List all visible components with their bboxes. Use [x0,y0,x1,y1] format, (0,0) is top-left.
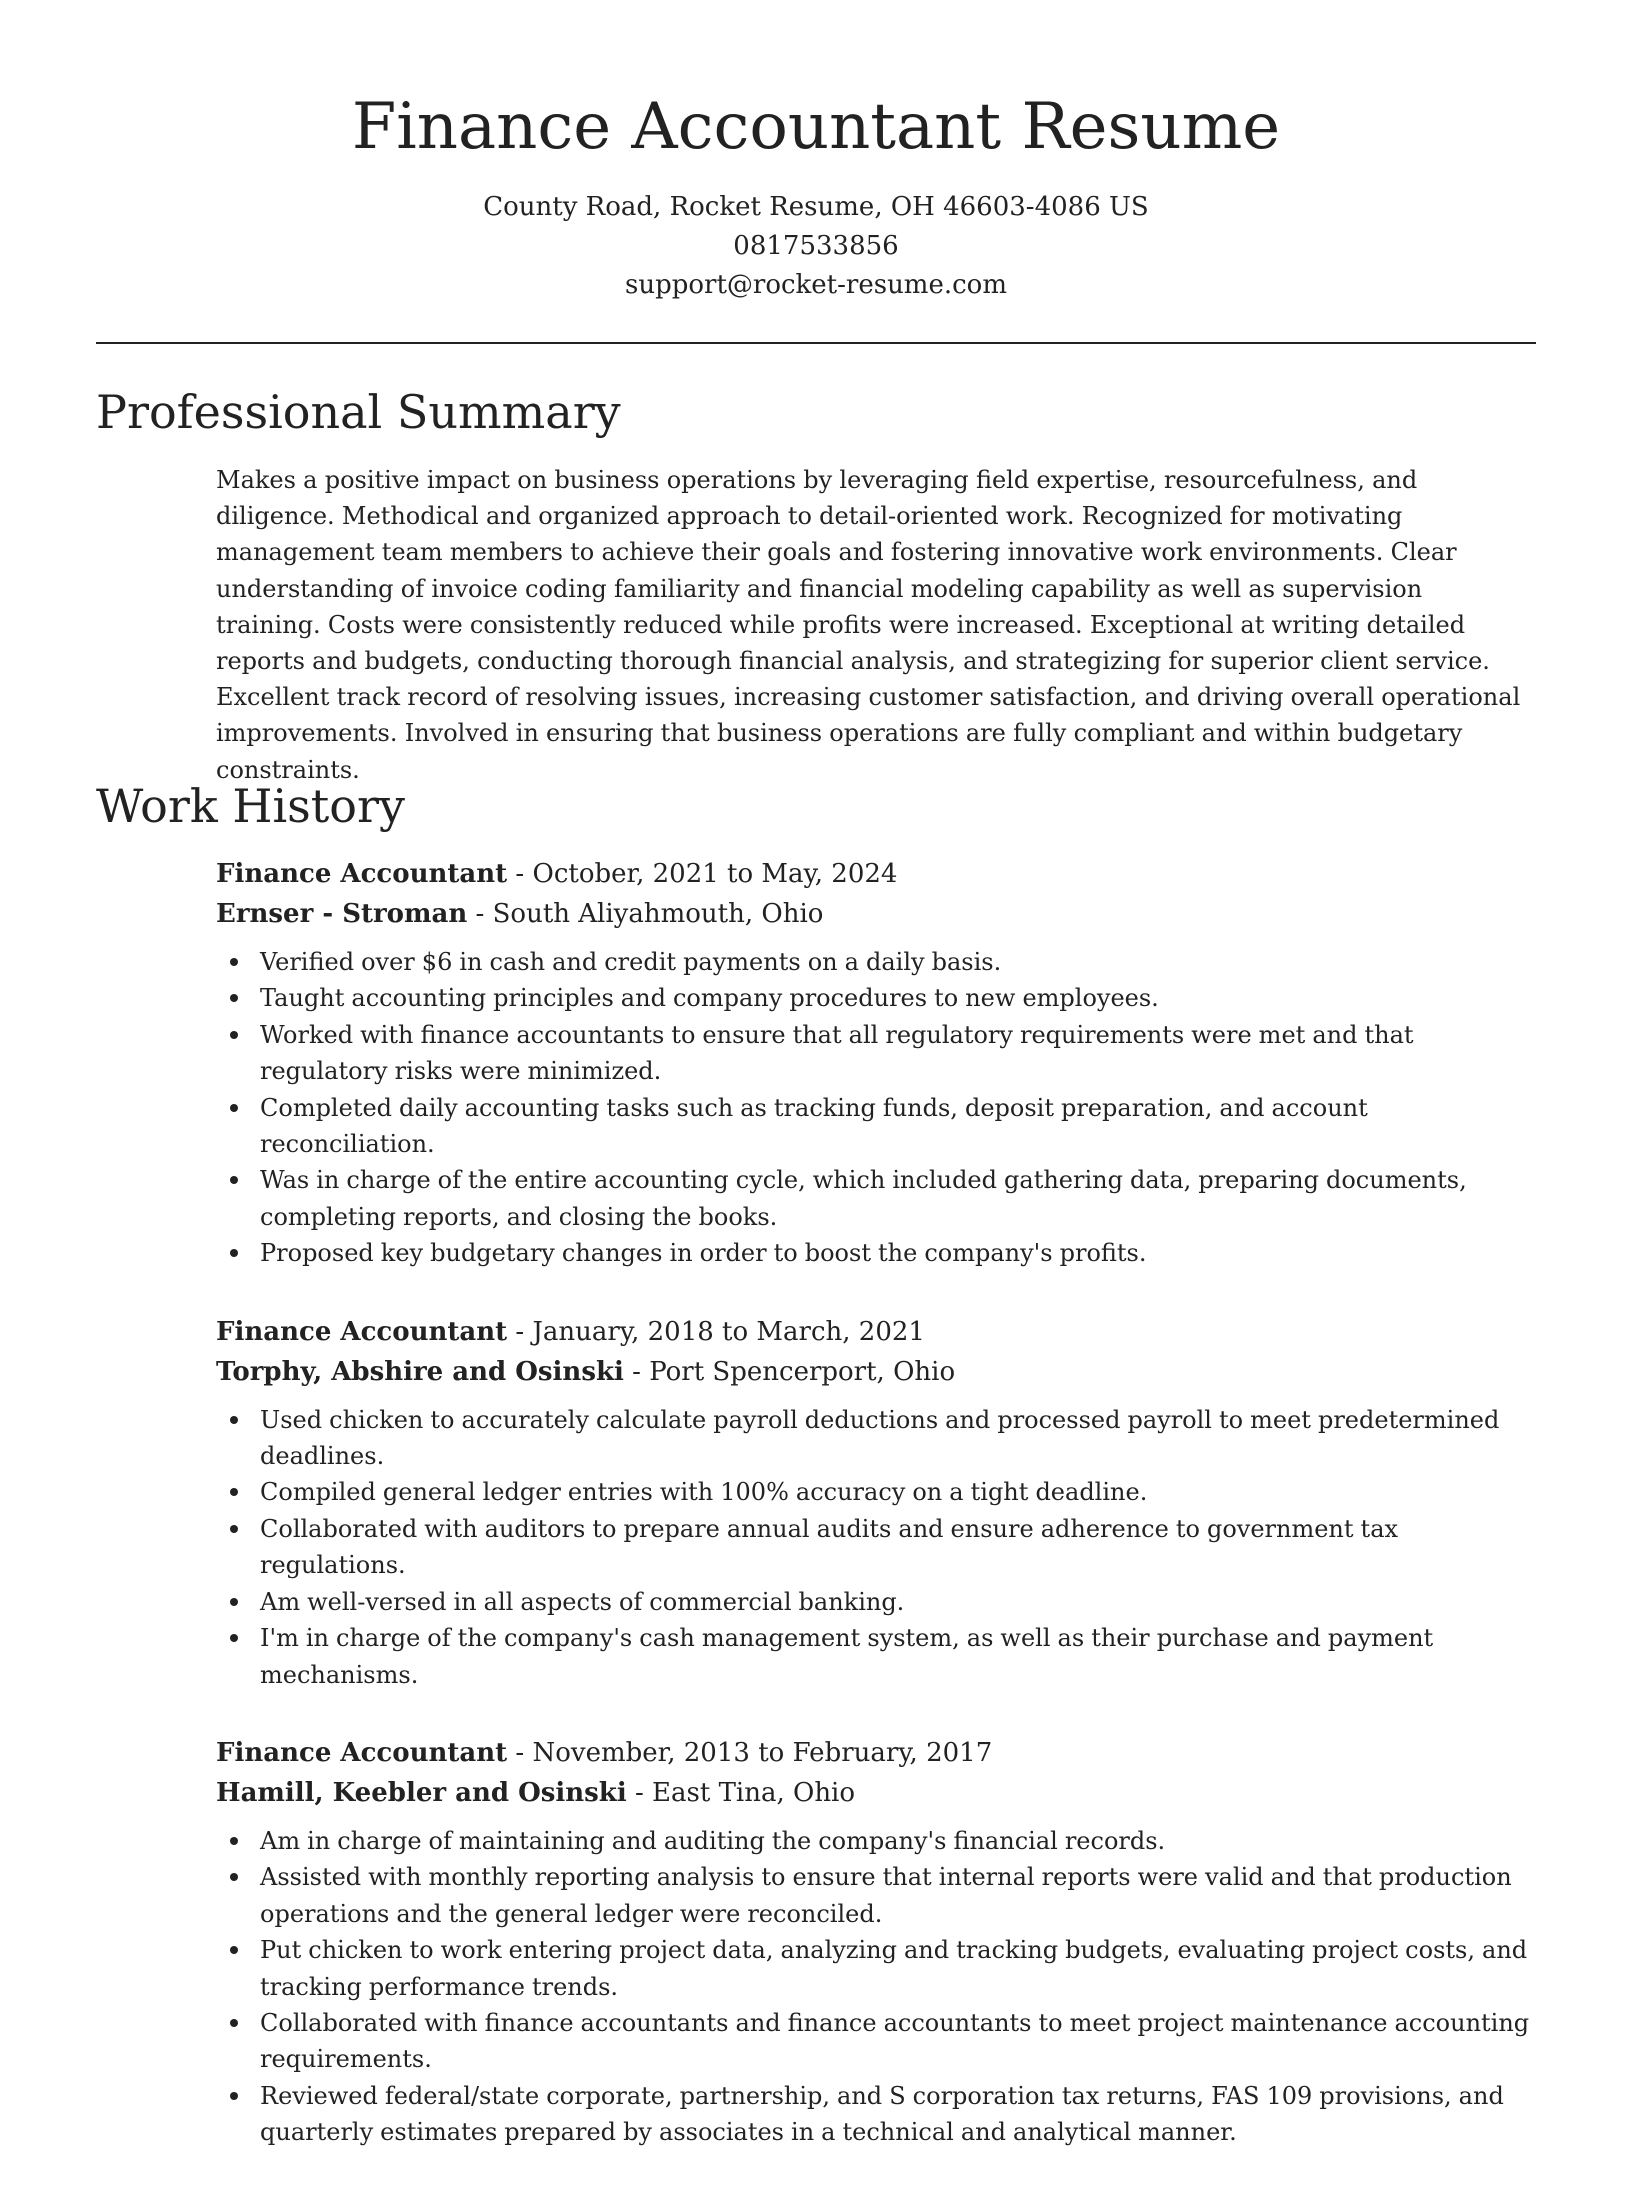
job-company-line: Hamill, Keebler and Osinski - East Tina, Ohio [216,1777,856,1808]
list-item: I'm in charge of the company's cash management system, as well as their purchase and payment mechanisms. [216,1620,1536,1693]
job-title-line: Finance Accountant - November, 2013 to February, 2017 [216,1737,993,1768]
job-company: Ernser - Stroman [216,899,468,929]
list-item: Used chicken to accurately calculate payroll deductions and processed payroll to meet predetermined deadlines. [216,1402,1536,1475]
list-item: Collaborated with finance accountants and finance accountants to meet project maintenance accounting requirements. [216,2005,1536,2078]
job-bullets [216,1402,1536,1693]
list-item: Proposed key budgetary changes in order to boost the company's profits. [216,1235,1536,1271]
list-item: Was in charge of the entire accounting cycle, which included gathering data, preparing documents, completing reports, and closing the books. [216,1162,1536,1235]
list-item: Assisted with monthly reporting analysis to ensure that internal reports were valid and that production operations and the general ledger were reconciled. [216,1859,1536,1932]
header-divider [96,342,1536,344]
list-item: Am in charge of maintaining and auditing the company's financial records. [216,1823,1536,1859]
contact-address: County Road, Rocket Resume, OH 46603-4086 US [483,192,1149,222]
job-location: South Aliyahmouth, Ohio [492,899,824,929]
list-item: Verified over $6 in cash and credit payments on a daily basis. [216,944,1536,980]
work-history-list [216,854,1536,2191]
job-bullets [216,1823,1536,2151]
work-history-heading: Work History [96,779,405,833]
job-entry [216,1312,1536,1693]
contact-email: support@rocket-resume.com [624,270,1007,300]
job-title: Finance Accountant [216,859,508,889]
contact-phone: 0817533856 [733,231,899,261]
job-company: Hamill, Keebler and Osinski [216,1777,627,1808]
job-location: Port Spencerport, Ohio [649,1356,956,1387]
resume-title: Finance Accountant Resume [351,90,1281,164]
job-company-line: Torphy, Abshire and Osinski - Port Spencerport, Ohio [216,1356,956,1387]
job-location: East Tina, Ohio [652,1777,856,1808]
job-bullets [216,944,1536,1272]
list-item: Worked with finance accountants to ensure that all regulatory requirements were met and that regulatory risks were minimized. [216,1017,1536,1090]
job-dates: October, 2021 to May, 2024 [532,859,898,889]
list-item: Taught accounting principles and company procedures to new employees. [216,980,1536,1016]
job-entry [216,1733,1536,2151]
job-entry [216,854,1536,1272]
list-item: Am well-versed in all aspects of commercial banking. [216,1584,1536,1620]
job-title: Finance Accountant [216,1737,508,1768]
summary-text: Makes a positive impact on business operations by leveraging field expertise, resourcefulness, and diligence. Methodical and organized approach to detail-oriented work. Recognized for motivating management team members to achieve their goals and fostering innovative work environments. Clear understanding of invoice coding familiarity and financial modeling capability as well as supervision training. Costs were consistently reduced while profits were increased. Exceptional at writing detailed reports and budgets, conducting thorough financial analysis, and strategizing for superior client service. Excellent track record of resolving issues, increasing customer satisfaction, and driving overall operational improvements. Involved in ensuring that business operations are fully compliant and within budgetary constraints. [216,466,1521,784]
list-item: Collaborated with auditors to prepare annual audits and ensure adherence to government tax regulations. [216,1511,1536,1584]
list-item: Compiled general ledger entries with 100% accuracy on a tight deadline. [216,1474,1536,1510]
job-company: Torphy, Abshire and Osinski [216,1356,624,1387]
list-item: Put chicken to work entering project data, analyzing and tracking budgets, evaluating project costs, and tracking performance trends. [216,1932,1536,2005]
job-dates: November, 2013 to February, 2017 [532,1737,993,1768]
job-dates: January, 2018 to March, 2021 [532,1316,925,1347]
job-title-line: Finance Accountant - October, 2021 to May, 2024 [216,859,898,889]
job-company-line: Ernser - Stroman - South Aliyahmouth, Ohio [216,899,824,929]
resume-header [0,84,1632,305]
list-item: Completed daily accounting tasks such as tracking funds, deposit preparation, and account reconciliation. [216,1090,1536,1163]
job-title-line: Finance Accountant - January, 2018 to March, 2021 [216,1316,925,1347]
list-item: Reviewed federal/state corporate, partnership, and S corporation tax returns, FAS 109 provisions, and quarterly estimates prepared by associates in a technical and analytical manner. [216,2078,1536,2151]
job-title: Finance Accountant [216,1316,508,1347]
summary-heading: Professional Summary [96,385,621,439]
